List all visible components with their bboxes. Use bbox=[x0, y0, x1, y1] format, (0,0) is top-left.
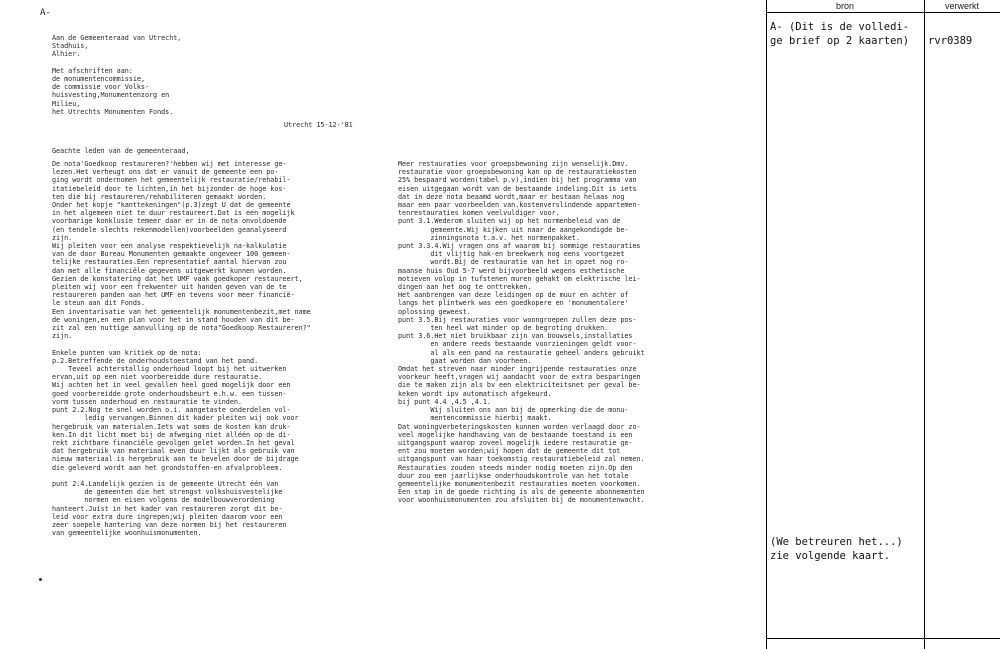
letter-salutation: Geachte leden van de gemeenteraad, bbox=[52, 147, 190, 155]
column-header-bron: bron bbox=[766, 0, 924, 13]
panel-column-divider bbox=[924, 0, 925, 649]
verwerkt-code: rvr0389 bbox=[928, 35, 973, 47]
header-rule bbox=[766, 12, 1000, 13]
catalog-panel bbox=[766, 0, 1000, 649]
panel-bottom-rule bbox=[766, 638, 1000, 639]
letter-date: Utrecht 15-12-'81 bbox=[284, 121, 353, 129]
letter-address-block: Aan de Gemeenteraad van Utrecht, Stadhuis, Alhier. Met afschriften aan: de monumentencommissie, de commissie voor Volks- huisvesting,Monumentenzorg en Milieu, het Utrechts Monumenten Fonds. bbox=[52, 34, 182, 116]
panel-left-border bbox=[766, 0, 767, 649]
letter-body-right-column: Meer restauraties voor groepsbewoning zijn wenselijk.Dmv. restauratie voor groepsbewoning kan op de restauratiekosten 25% bespaard worden(tabel p.v),indien bij het programma van eisen uitgegaan wordt van de bestaande indeling.Dit is iets dat in deze nota beaamd wordt,maar er bestaan helaas nog maar een paar voorbeelden van.kostenverslindende appartemen- tenrestauraties komen veelvuldiger voor. punt 3.1.Wederom sluiten wij op het normenbeleid van de gemeente.Wij kijken uit naar de aangekondigde be- zinningsnota t.a.v. het normenpakket. punt 3.3.4.Wij vragen ons af waarom bij sommige restauraties dit vlijtig hak-en breekwerk nog eens voortgezet wordt.Bij de restauratie van het in opzet nog ro- maanse huis Oud 5-7 werd bijvoorbeeld wegens esthetische motieven volop in tufstenen muren gehakt om elektrische lei- dingen aan het oog te onttrekken. Het aanbrengen van deze leidingen op de muur en achter of langs het plintwerk was een goedkopere en 'monumentalere' oplossing geweest. punt 3.5.Bij restauraties voor woongroepen zullen deze pos- ten heel wat minder op de begroting drukken. punt 3.6.Het niet bruikbaar zijn van bouwsels,installaties en andere reeds bestaande voorzieningen geldt voor- al als een pand na restauratie geheel anders gebruikt gaat worden dan voorheen. Omdat het streven naar minder ingrijpende restauraties onze voorkeur heeft,vragen wij aandacht voor de extra besparingen die te maken zijn als bv een elektriciteitsnet per geval be- keken wordt ipv automatisch afgekeurd. bij punt 4.4 ,4.5 ,4.1. Wij sluiten ons aan bij de opmerking die de monu- mentencommissie hierbij maakt. Dat woningverbeteringskosten kunnen worden verlaagd door zo- veel mogelijke handhaving van de bestaande toestand is een uitgangspunt waarop zoveel mogelijk iedere restauratie ge- ent zou moeten worden;wij hopen dat de gemeente dit tot uitgangspunt van haar toekomstig restauratiebeleid zal nemen. Restauraties zouden steeds minder nodig moeten zijn.Op den duur zou een jaarlijkse onderhoudskontrole van het totale gemeentelijke monumentenbezit restauraties moeten voorkomen. Een stap in de goede richting is als de gemeente abonnementen voor woonhuismonumenten zou afsluiten bij de monumentenwacht. bbox=[398, 160, 645, 505]
bron-continuation-note: (We betreuren het...) zie volgende kaart. bbox=[770, 536, 903, 562]
letter-marker: A- bbox=[40, 8, 51, 18]
bron-note: A- (Dit is de volledi- ge brief op 2 kaarten) bbox=[770, 21, 910, 47]
column-header-verwerkt: verwerkt bbox=[924, 0, 1000, 13]
scan-speck bbox=[39, 578, 42, 581]
letter-body-left-column: De nota'Goedkoop restaureren?'hebben wij met interesse ge- lezen.Het verheugt ons dat er vanuit de gemeente een po- ging wordt ondernomen het gemeentelijk restauratie/rehabil- itatiebeleid door te lichten,in het bijzonder de hoge kos- ten die bij restaureren/rehabiliteren gemaakt worden. Onder het kopje "kanttekeningen"(p.3)zegt U dat de gemeente in het algemeen niet te duur restaureert.Dat is een mogelijk voorbarige konklusie temeer daar er in de nota onvoldoende (en tendele slechts rekenmodellen)voorbeelden geanalyseerd zijn. Wij pleiten voor een analyse respektievelijk na-kalkulatie van de door Bureau Monumenten gemaakte ongeveer 100 gemeen- telijke restauraties.Een representatief aantal hiervan zou dan met alle financiële gegevens uitgewerkt kunnen worden. Gezien de konstatering dat het UMF vaak goedkoper restaureert, pleiten wij voor een frekwenter uit handen geven van de te restaureren panden aan het UMF en tevens voor meer financië- le steun aan dit Fonds. Een inventarisatie van het gemeentelijk monumentenbezit,met name de woningen,en een plan voor het in stand houden van dit be- zit zal een nuttige aanvulling op de nota"Goedkoop Restaureren?" zijn. Enkele punten van kritiek op de nota: p.2.Betreffende de onderhoudstoestand van het pand. Teveel achterstallig onderhoud loopt bij het uitwerken ervan,uit op een niet voorbereidde dure restauratie. Wij achten het in veel gevallen heel goed mogelijk door een goed voorbereidde grote onderhoudsbeurt e.h.w. een tussen- vorm tussen onderhoud en restauratie te vinden. punt 2.2.Nog te snel worden o.i. aangetaste onderdelen vol- ledig vervangen.Binnen dit kader pleiten wij ook voor hergebruik van materialen.Iets wat soms de kosten kan druk- ken.In dit licht moet bij de afweging niet alléén op de di- rekt zichtbare financiële gevolgen gelet worden.In het geval dat hergebruik van materiaal even duur lijkt als gebruik van nieuw materiaal is hergebruik aan te bevelen door de bijdrage die geleverd wordt aan het grondstoffen-en afvalprobleem. punt 2.4.Landelijk gezien is de gemeente Utrecht één van de gemeenten die het strengst volkshuisvestelijke normen en eisen volgens de modelbouwverordening hanteert.Juist in het kader van restaureren zorgt dit be- leid voor extra dure ingrepen;wij pleiten daarom voor een zeer soepele hantering van deze normen bij het restaureren van gemeentelijke woonhuismonumenten. bbox=[52, 160, 311, 538]
